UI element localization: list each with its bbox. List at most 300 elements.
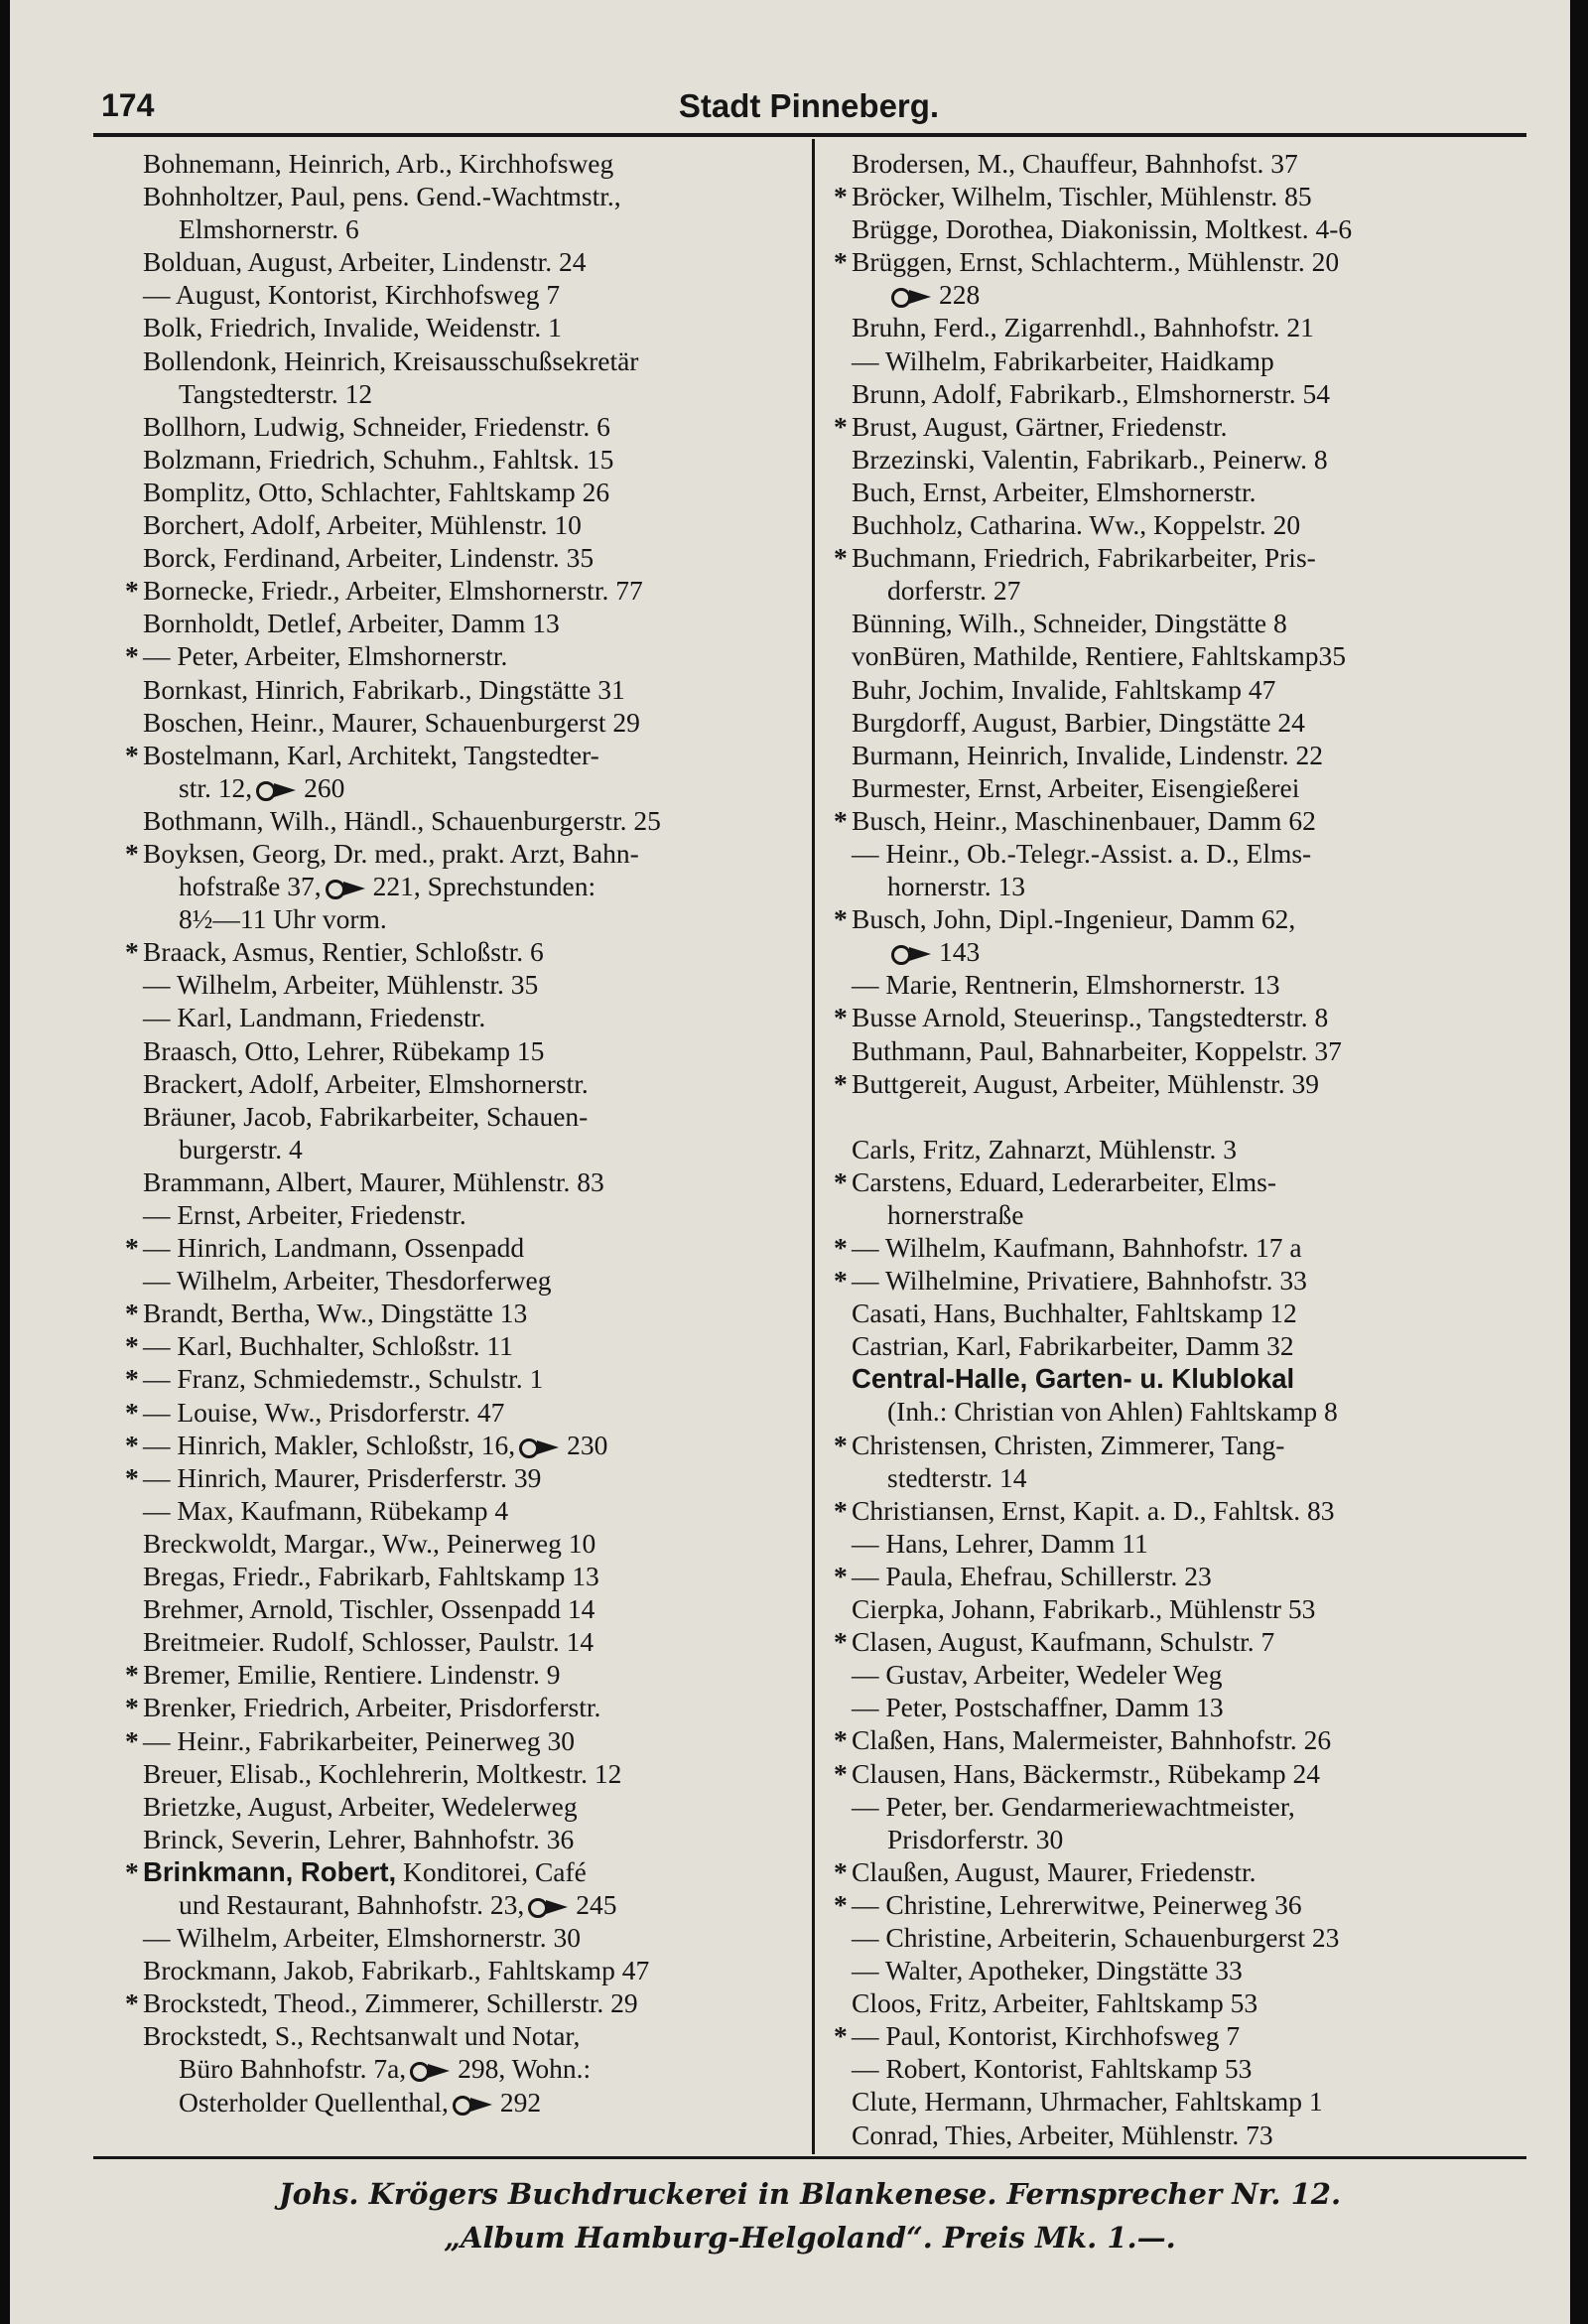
entry-text: Borck, Ferdinand, Arbeiter, Lindenstr. 35 — [143, 542, 595, 574]
directory-entry — [840, 2119, 1499, 2151]
directory-entry — [131, 1067, 790, 1100]
directory-entry — [840, 1395, 1499, 1428]
directory-entry — [834, 1429, 1499, 1461]
directory-entry — [131, 1921, 790, 1954]
directory-entry — [834, 2019, 1499, 2052]
star-marker: * — [834, 1757, 848, 1789]
entry-text: — Wilhelm, Kaufmann, Bahnhofstr. 17 a — [852, 1232, 1302, 1263]
directory-entry — [125, 1362, 790, 1395]
directory-entry — [125, 1329, 790, 1362]
directory-entry — [840, 278, 1499, 311]
directory-entry — [131, 1264, 790, 1297]
entry-text: stedterstr. 14 — [887, 1461, 1027, 1493]
entry-text: Brügge, Dorothea, Diakonissin, Moltkest. 4-6 — [852, 213, 1353, 245]
directory-entry — [834, 804, 1499, 837]
page-title: Stadt Pinneberg. — [678, 87, 940, 124]
entry-text: Brodersen, M., Chauffeur, Bahnhofst. 37 — [852, 148, 1298, 179]
entry-text: hofstraße 37, — [179, 871, 322, 902]
directory-entry — [131, 968, 790, 1001]
directory-entry — [840, 837, 1499, 870]
directory-entry — [131, 1625, 790, 1658]
entry-text: — Wilhelm, Arbeiter, Elmshornerstr. 30 — [143, 1922, 582, 1954]
entry-text: Busse Arnold, Steuerinsp., Tangstedterstr. 8 — [852, 1002, 1329, 1033]
star-marker: * — [125, 1396, 139, 1428]
header-rule — [93, 133, 1526, 137]
phone-number: 143 — [939, 936, 981, 968]
directory-entry — [131, 1165, 790, 1198]
directory-entry — [131, 344, 790, 377]
entry-text: Brüggen, Ernst, Schlachterm., Mühlenstr. 20 — [852, 246, 1340, 278]
directory-entry — [840, 968, 1499, 1001]
directory-entry — [834, 180, 1499, 212]
entry-text: dorferstr. 27 — [887, 575, 1021, 607]
entry-text: — Peter, ber. Gendarmeriewachtmeister, — [852, 1790, 1295, 1822]
page-header — [91, 81, 1526, 129]
telephone-icon — [519, 1436, 563, 1456]
directory-entry — [840, 1790, 1499, 1823]
directory-entry — [834, 1165, 1499, 1198]
directory-entry — [131, 1823, 790, 1855]
directory-entry — [840, 673, 1499, 706]
entry-text: Bollendonk, Heinrich, Kreisausschußsekretär — [143, 344, 639, 376]
entry-text: — Max, Kaufmann, Rübekamp 4 — [143, 1494, 509, 1526]
telephone-icon — [453, 2094, 496, 2114]
directory-entry — [131, 804, 790, 837]
star-marker: * — [834, 1888, 848, 1920]
directory-entry — [834, 1723, 1499, 1756]
directory-entry — [125, 1986, 790, 2019]
entry-text: Büro Bahnhofstr. 7a, — [179, 2053, 407, 2085]
entry-text: Busch, Heinr., Maschinenbauer, Damm 62 — [852, 804, 1316, 836]
entry-text: (Inh.: Christian von Ahlen) Fahltskamp 8 — [887, 1396, 1338, 1428]
entry-text: Bollhorn, Ludwig, Schneider, Friedenstr. 6 — [143, 410, 610, 442]
entry-text: Burgdorff, August, Barbier, Dingstätte 24 — [852, 706, 1305, 738]
directory-entry — [834, 1625, 1499, 1658]
entry-text: Brust, August, Gärtner, Friedenstr. — [852, 410, 1228, 442]
entry-text: — Ernst, Arbeiter, Friedenstr. — [143, 1199, 466, 1230]
entry-text: Claußen, August, Maurer, Friedenstr. — [852, 1855, 1257, 1887]
directory-entry — [131, 1494, 790, 1527]
star-marker: * — [834, 1855, 848, 1887]
star-marker: * — [125, 1692, 139, 1723]
star-marker: * — [125, 936, 139, 968]
directory-entry — [131, 1034, 790, 1067]
entry-text: burgerstr. 4 — [179, 1133, 303, 1164]
directory-entry — [840, 771, 1499, 804]
directory-entry — [131, 1198, 790, 1231]
directory-entry — [125, 574, 790, 607]
directory-entry — [131, 410, 790, 443]
star-marker: * — [834, 1002, 848, 1033]
telephone-icon — [256, 779, 300, 799]
directory-entry — [840, 739, 1499, 771]
entry-text: Boyksen, Georg, Dr. med., prakt. Arzt, Bahn- — [143, 837, 639, 869]
entry-text: — Wilhelm, Arbeiter, Mühlenstr. 35 — [143, 969, 539, 1001]
directory-entry — [131, 706, 790, 739]
directory-entry — [834, 410, 1499, 443]
entry-text: — Hans, Lehrer, Damm 11 — [852, 1527, 1148, 1559]
directory-entry — [131, 443, 790, 476]
directory-entry — [840, 1986, 1499, 2019]
entry-text: — Christine, Lehrerwitwe, Peinerweg 36 — [852, 1888, 1302, 1920]
entry-text: hornerstr. 13 — [887, 871, 1026, 902]
entry-text: Cierpka, Johann, Fabrikarb., Mühlenstr 53 — [852, 1593, 1316, 1625]
directory-entry — [834, 1560, 1499, 1592]
directory-entry — [840, 639, 1499, 672]
star-marker: * — [125, 1298, 139, 1329]
star-marker: * — [834, 410, 848, 442]
directory-entry — [840, 344, 1499, 377]
directory-entry — [840, 1297, 1499, 1329]
entry-text: Bregas, Friedr., Fabrikarb, Fahltskamp 13 — [143, 1561, 599, 1592]
directory-entry — [131, 1560, 790, 1592]
entry-text: Bohnemann, Heinrich, Arb., Kirchhofsweg — [143, 148, 614, 179]
footer — [93, 2172, 1526, 2259]
star-marker: * — [125, 640, 139, 672]
directory-entry — [834, 541, 1499, 574]
entry-text: vonBüren, Mathilde, Rentiere, Fahltskamp35 — [852, 640, 1346, 672]
directory-entry — [840, 1592, 1499, 1625]
entry-text: Bostelmann, Karl, Architekt, Tangstedter- — [143, 739, 599, 770]
entry-text: Brehmer, Arnold, Tischler, Ossenpadd 14 — [143, 1593, 596, 1625]
telephone-icon — [410, 2060, 454, 2080]
directory-entry — [131, 1790, 790, 1823]
entry-text: Bornkast, Hinrich, Fabrikarb., Dingstätte 31 — [143, 673, 625, 705]
directory-entry — [125, 1429, 790, 1461]
entry-text: 8½—11 Uhr vorm. — [179, 903, 387, 935]
star-marker: * — [834, 1265, 848, 1297]
entry-text: Elmshornerstr. 6 — [179, 213, 359, 245]
star-marker: * — [125, 1724, 139, 1756]
directory-entry — [834, 1231, 1499, 1264]
right-column — [834, 147, 1499, 2151]
entry-text: — Hinrich, Landmann, Ossenpadd — [143, 1232, 525, 1264]
star-marker: * — [834, 1494, 848, 1526]
entry-text: — Heinr., Ob.-Telegr.-Assist. a. D., Elms- — [852, 837, 1312, 869]
entry-bold-name: Brinkmann, Robert, — [143, 1855, 397, 1887]
entry-text: — Wilhelmine, Privatiere, Bahnhofstr. 33 — [852, 1265, 1307, 1297]
star-marker: * — [125, 1330, 139, 1362]
directory-entry — [125, 837, 790, 870]
entry-text: Busch, John, Dipl.-Ingenieur, Damm 62, — [852, 903, 1296, 935]
entry-text: Buchmann, Friedrich, Fabrikarbeiter, Pris- — [852, 542, 1316, 574]
directory-entry — [834, 245, 1499, 278]
entry-text: Bremer, Emilie, Rentiere. Lindenstr. 9 — [143, 1659, 561, 1691]
directory-entry — [840, 1034, 1499, 1067]
entry-text: Breitmeier. Rudolf, Schlosser, Paulstr. 14 — [143, 1626, 595, 1658]
directory-entry — [131, 2019, 790, 2052]
directory-entry — [125, 639, 790, 672]
directory-entry — [131, 870, 790, 902]
entry-text: — Paul, Kontorist, Kirchhofsweg 7 — [852, 2020, 1241, 2052]
star-marker: * — [834, 1724, 848, 1756]
directory-entry — [131, 1100, 790, 1133]
directory-entry — [834, 1855, 1499, 1888]
entry-text: Bothmann, Wilh., Händl., Schauenburgerstr. 25 — [143, 804, 661, 836]
directory-entry — [131, 212, 790, 245]
star-marker: * — [125, 1429, 139, 1460]
entry-text: — Robert, Kontorist, Fahltskamp 53 — [852, 2053, 1253, 2085]
column-divider — [812, 139, 815, 2154]
directory-entry — [131, 673, 790, 706]
entry-text: Christensen, Christen, Zimmerer, Tang- — [852, 1429, 1285, 1460]
directory-entry — [840, 935, 1499, 968]
star-marker: * — [125, 1659, 139, 1691]
star-marker: * — [834, 1429, 848, 1460]
directory-entry — [125, 1461, 790, 1494]
directory-entry — [131, 771, 790, 804]
star-marker: * — [125, 739, 139, 770]
entry-text: Brandt, Bertha, Ww., Dingstätte 13 — [143, 1298, 528, 1329]
star-marker: * — [834, 804, 848, 836]
entry-text: Brinck, Severin, Lehrer, Bahnhofstr. 36 — [143, 1823, 575, 1854]
footer-rule — [93, 2156, 1526, 2159]
directory-entry — [834, 1067, 1499, 1100]
directory-entry — [131, 1527, 790, 1560]
entry-text: — August, Kontorist, Kirchhofsweg 7 — [143, 279, 561, 311]
entry-text: — Wilhelm, Arbeiter, Thesdorferweg — [143, 1265, 552, 1297]
entry-text: — Louise, Ww., Prisdorferstr. 47 — [143, 1396, 505, 1428]
directory-entry — [840, 1329, 1499, 1362]
directory-entry — [131, 2052, 790, 2085]
directory-entry — [131, 607, 790, 639]
directory-entry — [131, 1592, 790, 1625]
entry-text: Bruhn, Ferd., Zigarrenhdl., Bahnhofstr. 21 — [852, 312, 1314, 343]
entry-text: Osterholder Quellenthal, — [179, 2086, 449, 2118]
entry-text: Brockstedt, S., Rechtsanwalt und Notar, — [143, 2020, 581, 2052]
footer-advert-line: „Album Hamburg-Helgoland“. Preis Mk. 1.—. — [444, 2221, 1176, 2255]
entry-text: Clausen, Hans, Bäckermstr., Rübekamp 24 — [852, 1757, 1320, 1789]
entry-text: — Gustav, Arbeiter, Wedeler Weg — [852, 1659, 1223, 1691]
phone-number: 221, Sprechstunden: — [372, 871, 596, 902]
entry-text: Cloos, Fritz, Arbeiter, Fahltskamp 53 — [852, 1987, 1258, 2019]
entry-text: Brammann, Albert, Maurer, Mühlenstr. 83 — [143, 1165, 604, 1197]
telephone-icon — [528, 1896, 572, 1916]
directory-entry — [131, 541, 790, 574]
entry-text: — Christine, Arbeiterin, Schauenburgerst 23 — [852, 1921, 1340, 1953]
entry-text: Buhr, Jochim, Invalide, Fahltskamp 47 — [852, 673, 1276, 705]
directory-entry — [834, 1494, 1499, 1527]
directory-entry — [834, 1001, 1499, 1033]
entry-text: Christiansen, Ernst, Kapit. a. D., Fahltsk. 83 — [852, 1494, 1335, 1526]
star-marker: * — [125, 1461, 139, 1493]
star-marker: * — [834, 903, 848, 935]
directory-entry — [840, 1691, 1499, 1723]
entry-text: Buchholz, Catharina. Ww., Koppelstr. 20 — [852, 509, 1301, 541]
directory-entry — [125, 935, 790, 968]
directory-page — [10, 0, 1570, 2324]
directory-entry — [131, 180, 790, 212]
phone-number: 228 — [939, 279, 981, 311]
star-marker: * — [125, 1987, 139, 2019]
telephone-icon — [326, 878, 369, 897]
directory-entry — [125, 1658, 790, 1691]
entry-text: Casati, Hans, Buchhalter, Fahltskamp 12 — [852, 1298, 1297, 1329]
entry-text: hornerstraße — [887, 1198, 1024, 1230]
star-marker: * — [834, 1232, 848, 1263]
entry-text: Bräuner, Jacob, Fabrikarbeiter, Schauen- — [143, 1100, 589, 1132]
entry-text: Clasen, August, Kaufmann, Schulstr. 7 — [852, 1626, 1275, 1658]
entry-text: — Karl, Landmann, Friedenstr. — [143, 1002, 486, 1033]
entry-text: Buch, Ernst, Arbeiter, Elmshornerstr. — [852, 476, 1257, 507]
directory-entry — [131, 278, 790, 311]
entry-text: Boschen, Heinr., Maurer, Schauenburgerst 29 — [143, 706, 640, 738]
directory-entry — [131, 476, 790, 508]
entry-text: — Peter, Postschaffner, Damm 13 — [852, 1692, 1224, 1723]
star-marker: * — [834, 1626, 848, 1658]
directory-entry — [125, 1396, 790, 1429]
entry-text: Bornholdt, Detlef, Arbeiter, Damm 13 — [143, 608, 560, 639]
entry-text: — Wilhelm, Fabrikarbeiter, Haidkamp — [852, 344, 1274, 376]
directory-entry — [125, 739, 790, 771]
directory-entry — [840, 377, 1499, 410]
entry-text: Bolk, Friedrich, Invalide, Weidenstr. 1 — [143, 312, 562, 343]
entry-text: Borchert, Adolf, Arbeiter, Mühlenstr. 10 — [143, 509, 582, 541]
phone-number: 230 — [567, 1429, 608, 1460]
entry-text: — Peter, Arbeiter, Elmshornerstr. — [143, 640, 508, 672]
entry-text: Bolzmann, Friedrich, Schuhm., Fahltsk. 15 — [143, 443, 614, 475]
entry-text: Prisdorferstr. 30 — [887, 1823, 1064, 1854]
directory-entry — [125, 1724, 790, 1757]
entry-text: Bolduan, August, Arbeiter, Lindenstr. 24 — [143, 246, 587, 278]
entry-text: Konditorei, Café — [396, 1855, 587, 1887]
directory-entry — [840, 1362, 1499, 1395]
directory-entry — [125, 1297, 790, 1329]
directory-entry — [125, 1691, 790, 1723]
star-marker: * — [834, 1067, 848, 1099]
entry-text: Burmann, Heinrich, Invalide, Lindenstr. 22 — [852, 739, 1324, 770]
entry-text: Buttgereit, August, Arbeiter, Mühlenstr. 39 — [852, 1067, 1319, 1099]
entry-text: Braasch, Otto, Lehrer, Rübekamp 15 — [143, 1034, 545, 1066]
entry-text: Brackert, Adolf, Arbeiter, Elmshornerstr. — [143, 1067, 589, 1099]
entry-text: Breckwoldt, Margar., Ww., Peinerweg 10 — [143, 1527, 596, 1559]
directory-entry — [840, 1823, 1499, 1855]
entry-text: Bröcker, Wilhelm, Tischler, Mühlenstr. 85 — [852, 181, 1312, 212]
entry-text: Clute, Hermann, Uhrmacher, Fahltskamp 1 — [852, 2086, 1323, 2118]
directory-entry — [131, 902, 790, 935]
entry-text: Conrad, Thies, Arbeiter, Mühlenstr. 73 — [852, 2119, 1273, 2150]
entry-text: Brockmann, Jakob, Fabrikarb., Fahltskamp 47 — [143, 1955, 650, 1986]
star-marker: * — [125, 1232, 139, 1264]
directory-entry — [840, 1133, 1499, 1165]
directory-entry — [840, 574, 1499, 607]
star-marker: * — [125, 837, 139, 869]
directory-entry — [131, 311, 790, 343]
directory-entry — [834, 1888, 1499, 1921]
directory-entry — [131, 1954, 790, 1986]
star-marker: * — [125, 1855, 139, 1887]
directory-entry — [840, 443, 1499, 476]
entry-text: und Restaurant, Bahnhofstr. 23, — [179, 1888, 525, 1920]
directory-entry — [840, 2085, 1499, 2118]
directory-entry — [840, 1461, 1499, 1494]
directory-entry — [131, 147, 790, 180]
entry-text: Brenker, Friedrich, Arbeiter, Prisdorferstr. — [143, 1692, 601, 1723]
star-marker: * — [125, 1363, 139, 1395]
directory-entry — [834, 902, 1499, 935]
footer-printer-line: Johs. Krögers Buchdruckerei in Blankenese. Fernsprecher Nr. 12. — [278, 2177, 1342, 2211]
entry-text: Burmester, Ernst, Arbeiter, Eisengießerei — [852, 771, 1300, 803]
directory-entry — [840, 476, 1499, 508]
directory-entry — [131, 1133, 790, 1165]
page-number: 174 — [101, 87, 155, 123]
directory-entry — [840, 1198, 1499, 1231]
entry-text: — Walter, Apotheker, Dingstätte 33 — [852, 1955, 1243, 1986]
entry-text: Brunn, Adolf, Fabrikarb., Elmshornerstr. 54 — [852, 377, 1330, 409]
star-marker: * — [834, 2020, 848, 2052]
star-marker: * — [834, 542, 848, 574]
telephone-icon — [891, 943, 935, 963]
phone-number: 245 — [576, 1888, 617, 1920]
entry-text: Buthmann, Paul, Bahnarbeiter, Koppelstr. 37 — [852, 1034, 1342, 1066]
entry-text: Breuer, Elisab., Kochlehrerin, Moltkestr. 12 — [143, 1757, 622, 1789]
directory-entry — [840, 1527, 1499, 1560]
directory-entry — [840, 311, 1499, 343]
directory-entry — [131, 1757, 790, 1790]
directory-entry — [840, 870, 1499, 902]
directory-entry — [131, 377, 790, 410]
entry-text: Carstens, Eduard, Lederarbeiter, Elms- — [852, 1165, 1277, 1197]
entry-text: Bünning, Wilh., Schneider, Dingstätte 8 — [852, 608, 1287, 639]
entry-text: — Hinrich, Makler, Schloßstr, 16, — [143, 1429, 516, 1460]
directory-entry — [840, 147, 1499, 180]
entry-text: — Hinrich, Maurer, Prisderferstr. 39 — [143, 1461, 542, 1493]
entry-text: — Franz, Schmiedemstr., Schulstr. 1 — [143, 1363, 544, 1395]
directory-entry — [840, 508, 1499, 541]
entry-text: Bomplitz, Otto, Schlachter, Fahltskamp 26 — [143, 476, 610, 507]
directory-entry — [834, 1757, 1499, 1790]
entry-text: Braack, Asmus, Rentier, Schloßstr. 6 — [143, 936, 544, 968]
star-marker: * — [834, 246, 848, 278]
directory-entry — [840, 1921, 1499, 1954]
entry-text: — Heinr., Fabrikarbeiter, Peinerweg 30 — [143, 1724, 575, 1756]
telephone-icon — [891, 286, 935, 306]
star-marker: * — [834, 1165, 848, 1197]
entry-text: Tangstedterstr. 12 — [179, 377, 373, 409]
directory-entry — [834, 1264, 1499, 1297]
entry-bold-name: Central-Halle, Garten- u. Klublokal — [852, 1363, 1295, 1395]
directory-entry — [125, 1231, 790, 1264]
entry-text: Carls, Fritz, Zahnarzt, Mühlenstr. 3 — [852, 1133, 1237, 1164]
star-marker: * — [834, 181, 848, 212]
directory-entry — [131, 2086, 790, 2119]
directory-entry — [840, 1954, 1499, 1986]
directory-entry — [840, 706, 1499, 739]
directory-entry — [840, 607, 1499, 639]
entry-text: — Karl, Buchhalter, Schloßstr. 11 — [143, 1330, 513, 1362]
entry-text: — Marie, Rentnerin, Elmshornerstr. 13 — [852, 969, 1280, 1001]
entry-text: Brockstedt, Theod., Zimmerer, Schillerstr. 29 — [143, 1987, 638, 2019]
directory-entry — [125, 1855, 790, 1888]
entry-text: — Paula, Ehefrau, Schillerstr. 23 — [852, 1560, 1212, 1591]
entry-text: Castrian, Karl, Fabrikarbeiter, Damm 32 — [852, 1330, 1294, 1362]
directory-entry — [131, 1888, 790, 1921]
entry-text: Bornecke, Friedr., Arbeiter, Elmshornerstr. 77 — [143, 575, 643, 607]
directory-entry — [840, 1658, 1499, 1691]
entry-text: Brietzke, August, Arbeiter, Wedelerweg — [143, 1790, 578, 1822]
star-marker: * — [125, 575, 139, 607]
phone-number: 292 — [499, 2086, 542, 2118]
phone-number: 298, Wohn.: — [458, 2053, 592, 2085]
phone-number: 260 — [304, 771, 345, 803]
directory-entry — [840, 2052, 1499, 2085]
directory-entry — [840, 212, 1499, 245]
entry-text: Brzezinski, Valentin, Fabrikarb., Peinerw. 8 — [852, 443, 1328, 475]
directory-entry — [131, 245, 790, 278]
directory-entry — [131, 1001, 790, 1033]
star-marker: * — [834, 1560, 848, 1591]
left-column — [125, 147, 790, 2119]
